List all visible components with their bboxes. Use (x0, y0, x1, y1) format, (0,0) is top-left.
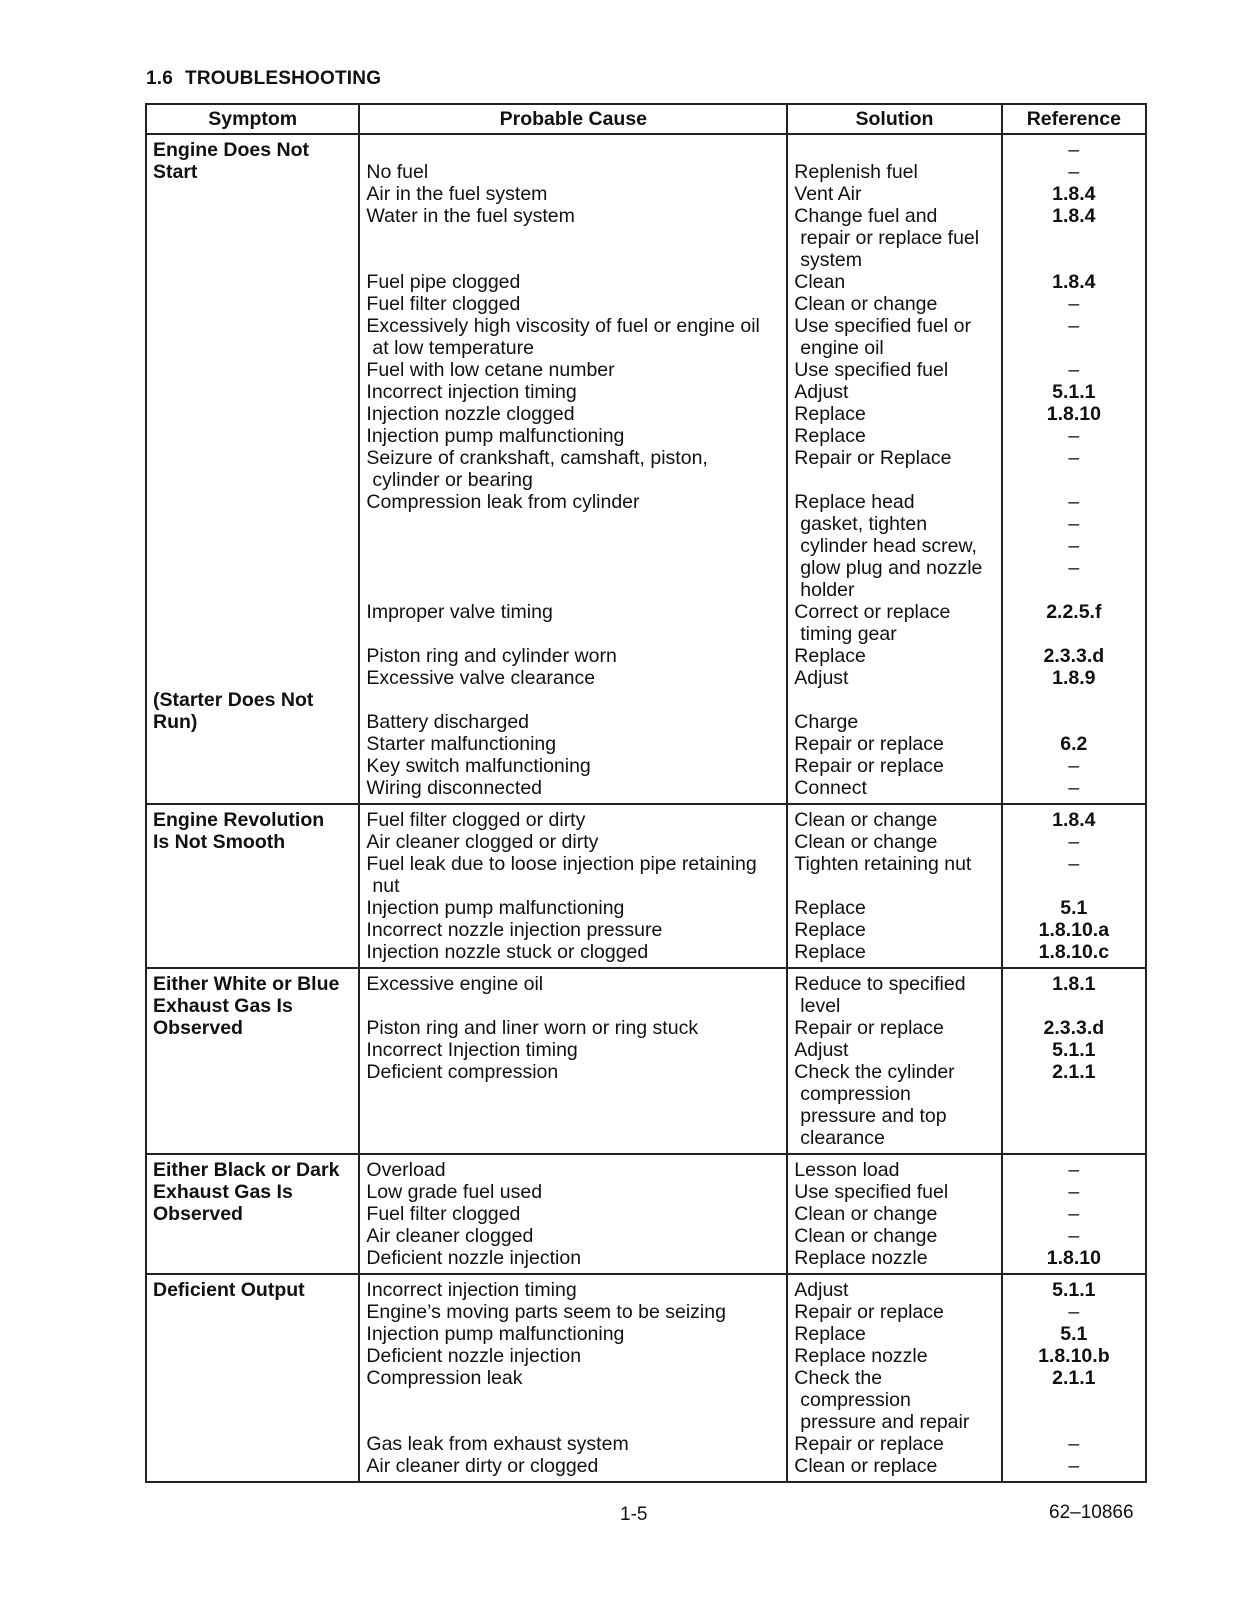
cause-line: Excessive valve clearance (366, 667, 596, 689)
reference-line: – (1068, 293, 1080, 315)
cause-line: Incorrect nozzle injection pressure (366, 919, 663, 941)
symptom-cell (146, 1274, 359, 1482)
solution-line: Repair or replace (794, 755, 944, 777)
symptom-line (153, 249, 352, 271)
solution-line: Clean or change (794, 809, 938, 831)
solution-line: holder (800, 579, 855, 601)
symptom-line (153, 557, 352, 579)
cause-line: No fuel (366, 161, 429, 183)
reference-line: – (1068, 535, 1080, 557)
symptom-line (153, 337, 352, 359)
cause-line (366, 1127, 780, 1149)
solution-line: Clean (794, 271, 846, 293)
cause-line: Fuel with low cetane number (366, 359, 615, 381)
reference-line (1009, 249, 1139, 271)
cause-line: Seizure of crankshaft, camshaft, piston, (366, 447, 708, 469)
symptom-line (153, 535, 352, 557)
reference-line: – (1068, 557, 1080, 579)
solution-line: Repair or Replace (794, 447, 952, 469)
symptom-line (153, 403, 352, 425)
symptom-line (153, 425, 352, 447)
reference-cell (1002, 968, 1146, 1154)
reference-line (1009, 1105, 1139, 1127)
cause-line: Excessive engine oil (366, 973, 544, 995)
reference-line (1009, 337, 1139, 359)
reference-line: – (1068, 1455, 1080, 1477)
solution-line: Reduce to specified (794, 973, 966, 995)
cause-cell (359, 968, 787, 1154)
cause-cell (359, 1154, 787, 1274)
symptom-line: (Starter Does Not (153, 689, 314, 711)
solution-line: Replace nozzle (794, 1247, 928, 1269)
symptom-line: Either Black or Dark (153, 1159, 340, 1181)
reference-line: 5.1 (1060, 1323, 1088, 1345)
solution-line: Adjust (794, 1039, 849, 1061)
solution-cell (787, 968, 1001, 1154)
solution-line: engine oil (800, 337, 884, 359)
reference-line: – (1068, 315, 1080, 337)
solution-cell (787, 1274, 1001, 1482)
solution-line: Replace head (794, 491, 915, 513)
reference-line (1009, 623, 1139, 645)
symptom-line (153, 359, 352, 381)
symptom-cell (146, 968, 359, 1154)
cause-line (366, 139, 780, 161)
cause-line (366, 557, 780, 579)
cause-line: Deficient nozzle injection (366, 1345, 582, 1367)
cause-line: cylinder or bearing (372, 469, 533, 491)
solution-line: Adjust (794, 1279, 849, 1301)
symptom-line: Exhaust Gas Is (153, 1181, 293, 1203)
section-title: TROUBLESHOOTING (185, 68, 382, 89)
solution-line: Clean or change (794, 831, 938, 853)
solution-line: Adjust (794, 667, 849, 689)
symptom-line (153, 227, 352, 249)
table-row (146, 1154, 1146, 1274)
cause-line: Injection nozzle stuck or clogged (366, 941, 649, 963)
reference-line: 1.8.10 (1046, 403, 1101, 425)
symptom-cell (146, 804, 359, 968)
reference-line: – (1068, 1203, 1080, 1225)
solution-line: compression (800, 1389, 911, 1411)
cause-line: Air cleaner dirty or clogged (366, 1455, 599, 1477)
symptom-line: Run) (153, 711, 198, 733)
symptom-cell (146, 1154, 359, 1274)
cause-line: Overload (366, 1159, 446, 1181)
symptom-line: Start (153, 161, 198, 183)
cause-line: Air cleaner clogged (366, 1225, 534, 1247)
reference-line (1009, 1083, 1139, 1105)
solution-line: Replace (794, 403, 866, 425)
symptom-line: Observed (153, 1203, 243, 1225)
solution-line (794, 139, 994, 161)
solution-line (794, 469, 994, 491)
reference-line: 6.2 (1060, 733, 1088, 755)
symptom-line (153, 645, 352, 667)
solution-line: timing gear (800, 623, 897, 645)
solution-line: Charge (794, 711, 859, 733)
solution-line: Check the cylinder (794, 1061, 955, 1083)
reference-line: 1.8.10 (1046, 1247, 1101, 1269)
solution-line: Use specified fuel (794, 1181, 949, 1203)
cause-line: at low temperature (372, 337, 534, 359)
reference-cell (1002, 804, 1146, 968)
solution-cell (787, 804, 1001, 968)
cause-cell (359, 804, 787, 968)
table-row (146, 1274, 1146, 1482)
solution-line: Repair or replace (794, 1433, 944, 1455)
reference-line: – (1068, 755, 1080, 777)
cause-line (366, 623, 780, 645)
solution-line (794, 689, 994, 711)
symptom-line (153, 381, 352, 403)
reference-line: – (1068, 1225, 1080, 1247)
reference-line: – (1068, 425, 1080, 447)
reference-line: 2.1.1 (1052, 1367, 1096, 1389)
reference-line: 1.8.1 (1052, 973, 1096, 995)
cause-line: Piston ring and cylinder worn (366, 645, 617, 667)
symptom-line (153, 623, 352, 645)
header-probable-cause: Probable Cause (359, 104, 787, 134)
solution-line: Check the (794, 1367, 883, 1389)
solution-line: glow plug and nozzle (800, 557, 983, 579)
cause-line (366, 1083, 780, 1105)
cause-line: Incorrect injection timing (366, 381, 577, 403)
solution-line: Replace (794, 919, 866, 941)
solution-line: system (800, 249, 863, 271)
section-number: 1.6 (146, 68, 174, 89)
cause-line: nut (372, 875, 400, 897)
reference-line: – (1068, 447, 1080, 469)
solution-line: Change fuel and (794, 205, 938, 227)
solution-cell (787, 134, 1001, 804)
cause-line (366, 689, 780, 711)
cause-line (366, 1389, 780, 1411)
reference-line: – (1068, 1433, 1080, 1455)
reference-line (1009, 1389, 1139, 1411)
symptom-line (153, 667, 352, 689)
cause-line: Injection nozzle clogged (366, 403, 575, 425)
cause-line (366, 249, 780, 271)
solution-line: Tighten retaining nut (794, 853, 972, 875)
solution-line: pressure and repair (800, 1411, 970, 1433)
reference-line: – (1068, 777, 1080, 799)
cause-line (366, 513, 780, 535)
cause-line (366, 1411, 780, 1433)
solution-line: Connect (794, 777, 867, 799)
reference-line: – (1068, 1301, 1080, 1323)
reference-line: 5.1 (1060, 897, 1088, 919)
solution-line: gasket, tighten (800, 513, 928, 535)
cause-cell (359, 134, 787, 804)
solution-line: pressure and top (800, 1105, 947, 1127)
reference-line (1009, 1411, 1139, 1433)
cause-line: Injection pump malfunctioning (366, 897, 625, 919)
reference-cell (1002, 1274, 1146, 1482)
solution-line: repair or replace fuel (800, 227, 980, 249)
cause-line: Fuel leak due to loose injection pipe retaining (366, 853, 757, 875)
cause-line: Water in the fuel system (366, 205, 575, 227)
cause-line (366, 227, 780, 249)
reference-cell (1002, 134, 1146, 804)
reference-line (1009, 579, 1139, 601)
cause-line: Battery discharged (366, 711, 530, 733)
cause-line: Deficient nozzle injection (366, 1247, 582, 1269)
solution-line: Use specified fuel (794, 359, 949, 381)
reference-line: 1.8.9 (1052, 667, 1096, 689)
reference-line: 2.3.3.d (1043, 1017, 1105, 1039)
solution-line: Replace (794, 897, 866, 919)
solution-line: Repair or replace (794, 1301, 944, 1323)
reference-line: – (1068, 853, 1080, 875)
reference-line: 1.8.4 (1052, 183, 1096, 205)
symptom-line: Observed (153, 1017, 243, 1039)
symptom-line (153, 513, 352, 535)
cause-line: Fuel filter clogged (366, 1203, 521, 1225)
reference-line (1009, 995, 1139, 1017)
symptom-line: Is Not Smooth (153, 831, 286, 853)
reference-line: – (1068, 161, 1080, 183)
cause-line: Compression leak from cylinder (366, 491, 640, 513)
reference-line: 1.8.4 (1052, 205, 1096, 227)
symptom-cell (146, 134, 359, 804)
reference-line: 5.1.1 (1052, 1039, 1096, 1061)
symptom-line: Engine Revolution (153, 809, 325, 831)
reference-line: 1.8.4 (1052, 271, 1096, 293)
cause-line: Air cleaner clogged or dirty (366, 831, 599, 853)
solution-line: Repair or replace (794, 733, 944, 755)
cause-line: Starter malfunctioning (366, 733, 557, 755)
reference-line: 1.8.4 (1052, 809, 1096, 831)
cause-line: Incorrect Injection timing (366, 1039, 578, 1061)
reference-line (1009, 469, 1139, 491)
cause-line: Key switch malfunctioning (366, 755, 591, 777)
cause-line: Fuel filter clogged (366, 293, 521, 315)
reference-line: – (1068, 1181, 1080, 1203)
symptom-line (153, 205, 352, 227)
symptom-line (153, 315, 352, 337)
reference-line: – (1068, 513, 1080, 535)
symptom-line (153, 447, 352, 469)
header-solution: Solution (787, 104, 1001, 134)
solution-line: Replenish fuel (794, 161, 918, 183)
reference-cell (1002, 1154, 1146, 1274)
solution-line: cylinder head screw, (800, 535, 977, 557)
cause-line: Low grade fuel used (366, 1181, 543, 1203)
reference-line: – (1068, 831, 1080, 853)
reference-line: – (1068, 139, 1080, 161)
reference-line (1009, 1127, 1139, 1149)
cause-line (366, 579, 780, 601)
header-symptom: Symptom (146, 104, 359, 134)
cause-line: Deficient compression (366, 1061, 559, 1083)
symptom-line (153, 491, 352, 513)
cause-line: Wiring disconnected (366, 777, 543, 799)
cause-line: Air in the fuel system (366, 183, 548, 205)
cause-line: Improper valve timing (366, 601, 553, 623)
reference-line: 1.8.10.b (1038, 1345, 1110, 1367)
header-row (146, 104, 1146, 134)
reference-line: – (1068, 491, 1080, 513)
reference-line: 5.1.1 (1052, 381, 1096, 403)
solution-line: Replace (794, 645, 866, 667)
solution-line: Repair or replace (794, 1017, 944, 1039)
header-reference: Reference (1002, 104, 1146, 134)
reference-line: 2.2.5.f (1046, 601, 1102, 623)
reference-line (1009, 711, 1139, 733)
reference-line: 1.8.10.c (1038, 941, 1110, 963)
reference-line: 1.8.10.a (1038, 919, 1110, 941)
cause-cell (359, 1274, 787, 1482)
cause-line (366, 1105, 780, 1127)
troubleshooting-table (145, 103, 1147, 1483)
symptom-line (153, 271, 352, 293)
symptom-line (153, 293, 352, 315)
reference-line (1009, 689, 1139, 711)
solution-line: Clean or change (794, 293, 938, 315)
solution-line: Clean or change (794, 1225, 938, 1247)
cause-line: Gas leak from exhaust system (366, 1433, 629, 1455)
solution-line: Replace (794, 425, 866, 447)
symptom-line: Deficient Output (153, 1279, 305, 1301)
solution-line: Correct or replace (794, 601, 951, 623)
solution-line: Replace (794, 1323, 866, 1345)
solution-line: Clean or change (794, 1203, 938, 1225)
page-number: 1-5 (620, 1504, 648, 1525)
cause-line: Incorrect injection timing (366, 1279, 577, 1301)
solution-cell (787, 1154, 1001, 1274)
table-row (146, 968, 1146, 1154)
reference-line: 5.1.1 (1052, 1279, 1096, 1301)
cause-line: Excessively high viscosity of fuel or engine oil (366, 315, 760, 337)
solution-line: Lesson load (794, 1159, 900, 1181)
solution-line: compression (800, 1083, 911, 1105)
reference-line: – (1068, 1159, 1080, 1181)
section-heading (146, 68, 381, 90)
reference-line: 2.3.3.d (1043, 645, 1105, 667)
solution-line: Replace (794, 941, 866, 963)
symptom-line (153, 601, 352, 623)
cause-line (366, 535, 780, 557)
symptom-line (153, 183, 352, 205)
solution-line: Adjust (794, 381, 849, 403)
solution-line: clearance (800, 1127, 885, 1149)
symptom-line (153, 469, 352, 491)
table-row (146, 804, 1146, 968)
table-row (146, 134, 1146, 804)
cause-line: Injection pump malfunctioning (366, 1323, 625, 1345)
reference-line: – (1068, 359, 1080, 381)
reference-line: 2.1.1 (1052, 1061, 1096, 1083)
cause-line: Piston ring and liner worn or ring stuck (366, 1017, 699, 1039)
solution-line: Clean or replace (794, 1455, 938, 1477)
document-number: 62–10866 (1049, 1502, 1134, 1523)
cause-line: Compression leak (366, 1367, 523, 1389)
symptom-line (153, 579, 352, 601)
cause-line: Fuel filter clogged or dirty (366, 809, 586, 831)
reference-line (1009, 227, 1139, 249)
solution-line (794, 875, 994, 897)
cause-line: Injection pump malfunctioning (366, 425, 625, 447)
solution-line: Use specified fuel or (794, 315, 971, 337)
cause-line: Fuel pipe clogged (366, 271, 521, 293)
cause-line (366, 995, 780, 1017)
reference-line (1009, 875, 1139, 897)
solution-line: level (800, 995, 841, 1017)
symptom-line: Engine Does Not (153, 139, 310, 161)
cause-line: Engine’s moving parts seem to be seizing (366, 1301, 726, 1323)
solution-line: Replace nozzle (794, 1345, 928, 1367)
symptom-line: Exhaust Gas Is (153, 995, 293, 1017)
solution-line: Vent Air (794, 183, 862, 205)
symptom-line: Either White or Blue (153, 973, 340, 995)
